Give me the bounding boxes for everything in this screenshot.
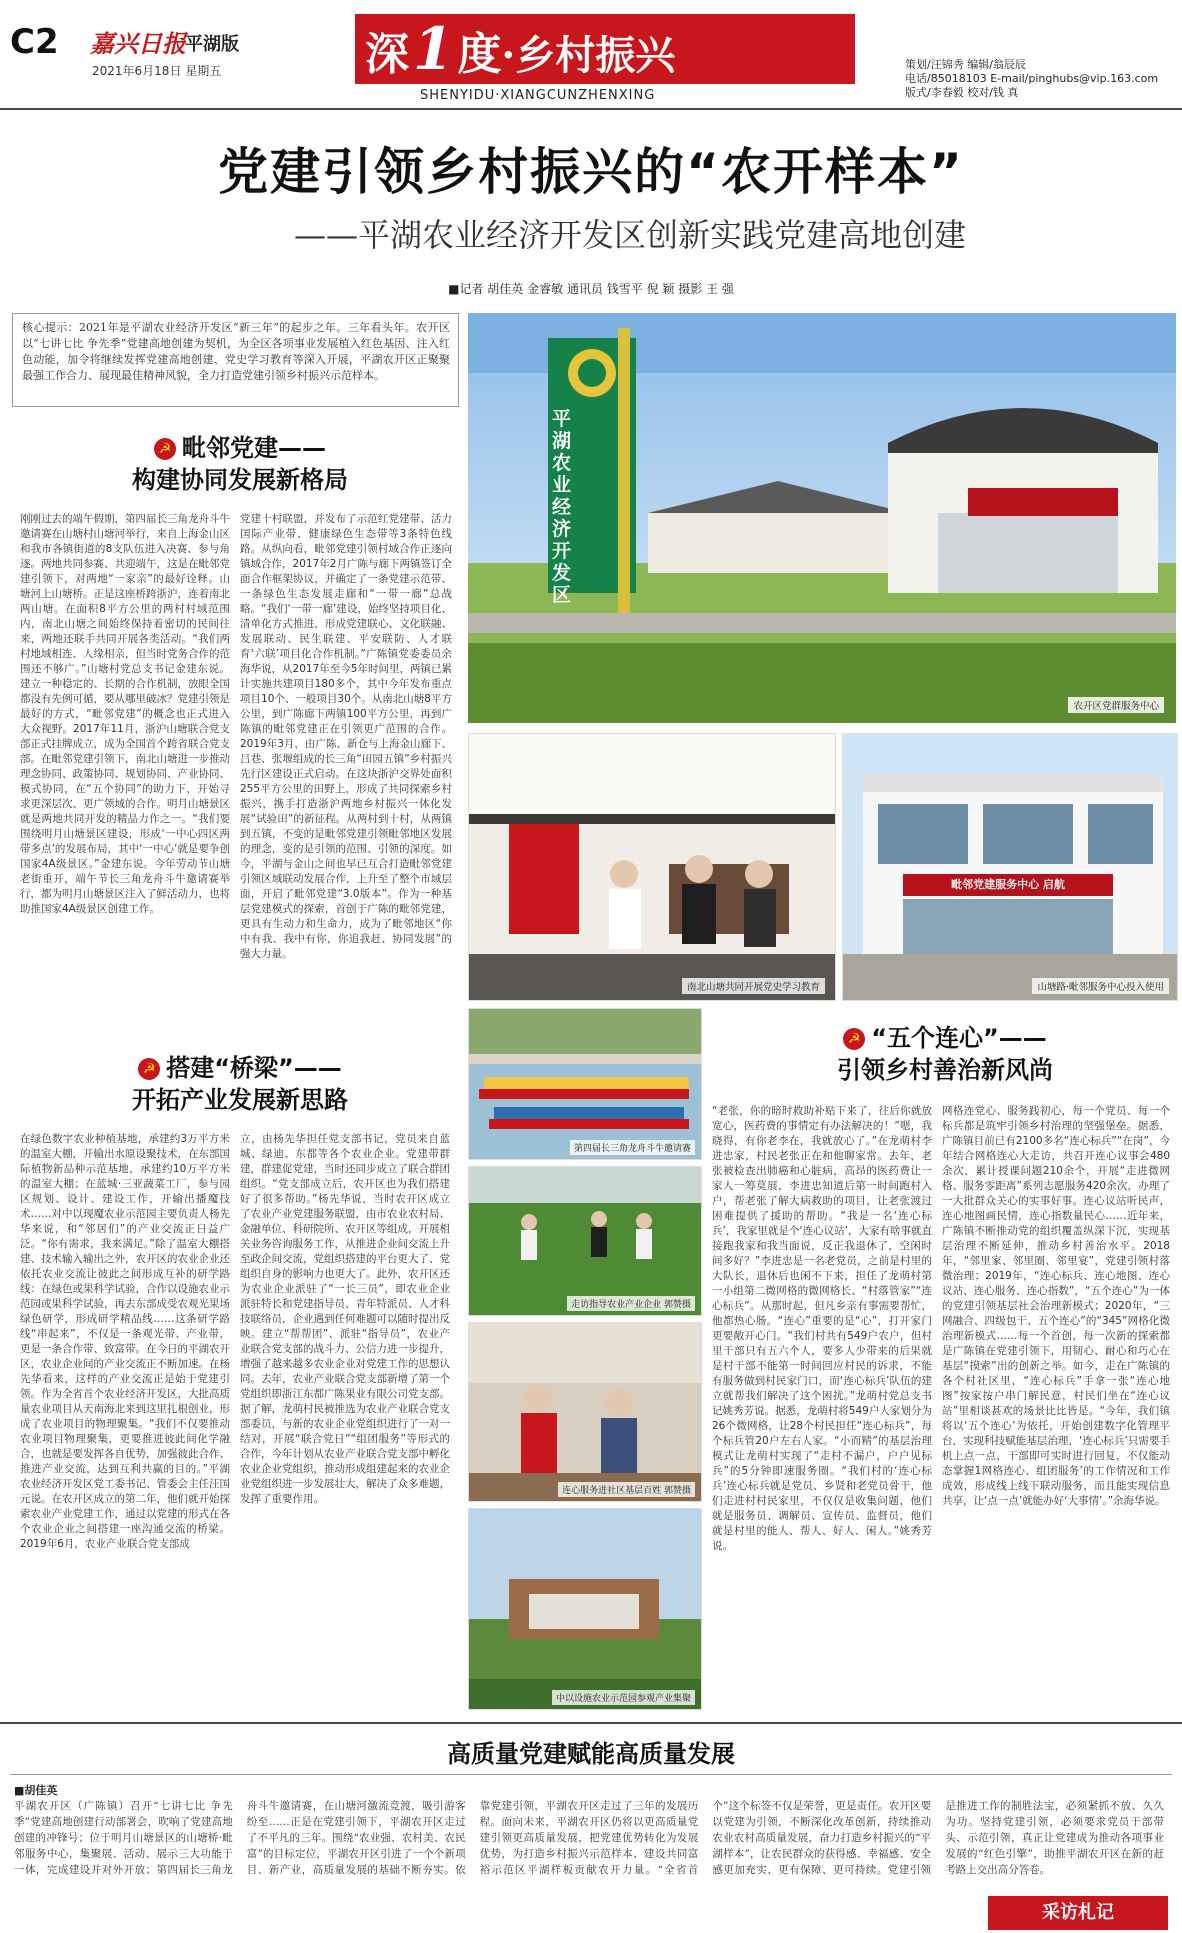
section1-col1: 刚刚过去的端午假期，第四届长三角龙舟斗牛邀请赛在山塘村山塘河举行，来自上海金山区和我市各镇街道的8支队伍进入决赛、参与角逐。两地共同参赛、共迎端午，这是在毗邻党建引领下，对两地“一家亲”的最好诠释。山塘河上山塘桥。正是这座桥跨浙沪，连着南北两山塘。在面积8平方公里的两村村域范围内，南北山塘之间始终保持着密切的民间往来，两地还联手共同开展各类活动。“我们两村地域相连、人缘相亲，但当时党务合作的范围还不够广。”山塘村党总支书记金建东说。建立一种稳定的、长期的合作机制，放眼全国都没有先例可循，要从哪里破冰？党建引领是最好的方式，“毗邻党建”的概念也正式进入大众视野。2017年11月，浙沪山塘联合党支部正式挂牌成立，成为全国首个跨省联合党支部。在毗邻党建引领下，南北山塘进一步推动理念协同、政策协同、规划协同、产业协同、模式协同，在“五个协同”的助力下，开始寻求更深层次、更广领域的合作。明月山塘景区就是两地共同开发的精品力作之一。“我们要围绕明月山塘景区建设，形成‘一中心四区两带多点’的发展布局，其中‘一中心’就是要争创国家4A级景区。”金建东说。今年劳动节山塘老街重开，端午节长三角龙舟斗牛邀请赛举行，都为明月山塘景区注入了鲜活动力，也将助推国家4A级景区创建工作。	[20, 513, 230, 915]
section1-title-line2: 构建协同发展新格局	[132, 466, 348, 494]
section2-col1: 在绿色数字农业种植基地，承建约3万平方米的温室大棚，开输出水原设聚技术，在东部国际植物新品种示范基地，承建约10万平方米的温室大棚；在蓝城·三亚蔬菜工厂，参与园区规划、设计、建设工作，开输出播魔技术……对中以现魔农业示范园主要负责人杨先华来说，和“邻居们”的产业交流正日益广泛。“你有需求，我来满足。”除了温室大棚搭建、技术输入输出之外，农开区的农业企业还依托农业交流让彼此之间形成互补的研学路线：在绿色或果科学试验，合作以设施农业示范园或果科学试验，再去东部成受农观光果场绿色研学，形成研学精品线……这条研学路线“串起来”，不仅是一条观光带、产业带，更是一条合作带、致富带。在今日的平湖农开区，农业企业间的产业交流正不断加速。在杨先华看来，这样的产业交流正是始于党建引领。作为全省首个农业经济开发区，大批高质量农业项目从天南海北来到这里扎根创业，形成了农业项目的物理聚集。“我们不仅要推动农业项目物理聚集，更要推进彼此间化学融合，也就是要发挥各自优势，加强彼此合作、推进产业交流，达到互利共赢的目的。”平湖农业经济开发区党工委书记、管委会主任汪国元说。在农开区成立的第二年，他们就开始探索农业产业党建工作，通过以党建的形式在各个农业企业之间搭建一座沟通交流的桥梁。2019年6月，农业产业联合党支部成	[20, 1133, 230, 1550]
credits-line-2: 电话/85018103 E-mail/pinghubs@vip.163.com	[905, 72, 1159, 85]
caption-photo1: 农开区党群服务中心	[1068, 697, 1164, 713]
interview-notes-tag: 采访札记	[988, 1896, 1168, 1930]
section1-col2: 党建十村联盟，并发布了示范红党建带、活力国际产业带、健康绿色生态带等3条特色线路。从纵向看，毗邻党建引领村域合作正逐向镇域合作，2017年2月广陈与廊下两镇签订全面合作框架协议，并确定了一条党建示范带、一条绿色生态发展走廊和“一带一廊”总战略。“我们‘一带一廊’建设，始终坚持项目化、清单化方式推进，形成党建联心、文化联融、发展联动、民生联建、平安联防、人才联育‘六联’项目化合作机制。”广陈镇党委委员余海华说，从2017年至今5年时间里，两镇已累计实施共建项目180多个，其中今年发布重点项目10个、一般项目30个。从南北山塘8平方公里，到广陈廊下两镇100平方公里，再到广陈镇的毗邻党建正在引领更广范围的合作。2019年3月，由广陈、新仓与上海金山廊下、吕巷、张堰组成的长三角“田园五镇”乡村振兴先行区建设正式启动。在这块浙沪交界处面积255平方公里的田野上，形成了共同探索乡村振兴，携手打造浙沪两地乡村振兴一体化发展“试验田”的新征程。从两村到十村，从两镇到五镇，不变的是毗邻党建引领毗邻地区发展的理念，变的是引领的范围、引领的深度。如今，平湖与金山之间也早已互合打造毗邻党建引领区域联动发展合作，上升至了整个市域层面，开启了毗邻党建“3.0版本”。作为一种基层党建模式的探索，首创于广陈的毗邻党建，更具有生动力和生命力，成为了毗邻地区“你中有我、我中有你，你追我赶、协同发展”的强大力量。	[240, 513, 452, 960]
bottom-divider	[0, 1722, 1182, 1724]
section-banner-text	[365, 14, 675, 84]
caption-photo2: 南北山塘共同开展党史学习教育	[682, 978, 825, 994]
summary-text: 核心提示：2021年是平湖农业经济开发区“新三年”的起步之年。三年看头年。农开区以“七讲七比 争先季”党建高地创建为契机，为全区各项事业发展植入红色基因、注入红色动能，加令将继续发挥党建高地创建、党史学习教育等深入开展，平湖农开区正聚聚最强工作合力、展现最佳精神风貌，全力打造党建引领乡村振兴示范样本。	[22, 321, 450, 382]
credits-line-1: 策划/汪锦秀 编辑/翁辰辰	[905, 58, 1026, 71]
section2-title-line2: 开拓产业发展新思路	[132, 1086, 348, 1114]
section1-heading	[40, 432, 440, 496]
photo-farm-visit-image	[469, 1167, 701, 1315]
masthead-divider	[0, 108, 1182, 110]
bottom-title: 高质量党建赋能高质量发展	[447, 1740, 735, 1768]
photo-industrial-park-image	[469, 1509, 701, 1709]
tower-sign-text: 平湖农业经济开发区	[552, 408, 572, 606]
photo-service-building-image	[843, 734, 1177, 1000]
photo-farm-visit	[468, 1166, 702, 1316]
caption-photo5: 走访指导农业产业企业 郭赞摄	[567, 1296, 695, 1311]
section2-title-line1: 搭建“桥梁”——	[166, 1054, 342, 1082]
building-banner-text: 毗邻党建服务中心 启航	[951, 878, 1065, 891]
bottom-byline: ■胡佳英	[14, 1784, 58, 1797]
section-title-d: ·乡村振兴	[501, 32, 676, 79]
issue-date: 2021年6月18日 星期五	[92, 64, 222, 78]
section1-title-line1: 毗邻党建——	[182, 434, 326, 462]
section3-title-line1: “五个连心”——	[871, 1024, 1047, 1052]
bottom-title-underline	[10, 1774, 1172, 1775]
credits	[905, 58, 1158, 100]
section-pinyin: SHENYIDU·XIANGCUNZHENXING	[420, 88, 656, 103]
caption-photo6: 连心服务进社区基层百姓 郭赞摄	[558, 1482, 695, 1497]
section3-title-line2: 引领乡村善治新风尚	[837, 1056, 1053, 1084]
photo-service-center	[468, 313, 1176, 723]
masthead	[0, 0, 1182, 110]
edition-label: 平湖版	[185, 34, 239, 55]
photo-dragon-boat-image	[469, 1009, 701, 1159]
photo-dragon-boat	[468, 1008, 702, 1160]
photo-community-service-image	[469, 1323, 701, 1501]
section-title-c: 度	[457, 29, 502, 80]
headline-subtitle: ——平湖农业经济开发区创新实践党建高地创建	[293, 216, 966, 254]
section-title-a: 深	[365, 29, 409, 80]
caption-photo7: 中以设施农业示范园参观产业集聚	[552, 1690, 695, 1705]
section3-col2: 网格连党心、服务践初心，每一个党员、每一个标兵都是筑牢引领乡村治理的坚强堡垒。据悉，广陈镇目前已有2100多名“连心标兵”“在岗”，今年结合网格连心大走访，共召开连心议事会480余次，累计授课问题210余个，开展“走进微网格、服务零距离”系列志愿服务420余次，办理了一大批群众关心的实事好事。连心议站听民声，连心地图画民情，连心指数量民心……近年来，广陈镇不断推动党的组织覆盖纵深下沉，实现基层治理不断延伸，推动乡村善治水平。2018年，“邻里家、邻里圈、邻里宴”，党建引领村落微治理；2019年，“连心标兵、连心地图、连心议站、连心服务、连心指数”，“五个连心”为一体的党建引领基层社会治理新模式；2020年，“三网融合、四级包干、五个连心”的“345”网格化微治理新模式……每一个首创，每一次新的探索都是广陈镇在党建引领下，用韧心、耐心和巧心在基层“摸索”出的创新之举。如今，走在广陈镇的各个村社区里，“连心标兵”手拿一张“连心地图”按家按户串门解民意，村民们坐在“连心议站”里相谈甚欢的场景比比皆是。“今年，我们镇将以‘五个连心’为依托，开始创建数字化管理平台，实现科技赋能基层治理，‘连心标兵’只需要手机上点一点，干部即可实时进行回复，不仅能动态掌握1网格连心、组团服务’的工作情况和工作成效，形成线上线下联动服务，而且能实现信息共享，让‘点一点’就能办好‘大事情’。”余海华说。	[942, 1105, 1170, 1507]
credits-line-3: 版式/李春毅 校对/钱 真	[905, 86, 1019, 99]
paper-name: 嘉兴日报	[90, 29, 186, 58]
section3-col1: “老张，你的暗时救助补贴下来了，往后你就放宽心，医药费的事情定有办法解决的！”嗯，我晓得，有你老李在，我就放心了。”在龙萌村李进忠家，村民老张正在和他聊家常。去年，老张被检查出肺癌和心脏病，高昂的医药费让一家人一筹莫展，李进忠知道后第一时间跑村入户，帮老张了解大病救助的项目，让老张渡过困难提供了援助的帮助。“我是一名‘连心标兵’，我家里就是个‘连心议站’，大家有啥事就直接跑我家和我当面说，反正我退休了，空闲时间多好？”李进忠是一名老党员，之前是村里的大队长，退休后也闲不下来，担任了龙萌村第一小组第二微网格的微网格长、“村落管家”“连心标兵”。从那时起，但凡乡亲有事需要帮忙，他都热心肠。“连心”重要的是“心”，打开家门更要敞开心门。“我们村共有549户农户，但村里干部只有五六个人，要多人少带来的后果就是村干部不能第一时间回应村民的诉求，不能有服务做到村民家门口，而‘连心标兵’队伍的建立就帮我们解决了这个困扰。”龙萌村党总支书记姚秀芳说。据悉，龙萌村将549户人家划分为26个微网格，让28个村民担任“连心标兵”，每个标兵管20户左右人家。“小而精”的基层治理模式让龙萌村实现了“走村不漏户，户户见标兵”的5分钟即速服务圈。“我们村的‘连心标兵’连心标兵就是党员、乡贤和老党员骨干，他们走进村村民家里，不仅仅是收集问题，他们就是服务员、调解员、宣传员、监督员，他们就是村里的能人、帮人、好人、闲人。”姚秀芳说。	[712, 1105, 932, 1552]
bottom-text: 平湖农开区（广陈镇）召开“七讲七比 争先季”党建高地创建行动部署会，吹响了党建高地创建的冲锋号；位于明月山塘景区的山塘桥·毗邻服务中心，集聚展、活动、展示三大功能于一体，完成建设并对外开放；第四届长三角龙舟斗牛邀请赛，在山塘河激流竞渡，吸引游客纷至……正是在党建引领下，平湖农开区走过了不平凡的三年。围绕“农业强、农村美、农民富”的目标定位，平湖农开区引进了一个个新项目、新产业，高质量发展的基础不断夯实。依靠党建引领，平湖农开区走过了三年的发展历程。面向未来，平湖农开区仍将以更高质量党建引领更高质量发展，把党建优势转化为发展优势，为打造乡村振兴示范样本、建设共同富裕示范区平湖样板贡献农开力量。“全省首个”这个标签不仅是荣誉，更是责任。农开区要以党建为引领，不断深化改革创新，持续推动农业农村高质量发展，奋力打造乡村振兴的“平湖样本”，让农民群众的获得感、幸福感、安全感更加充实、更有保障、更可持续。党建引领是推进工作的制胜法宝，必须紧抓不放、久久为功。坚持党建引领，必须要求党员干部带头、示范引领，真正让党建成为推动各项事业发展的“红色引擎”，助推平湖农开区在新的赶考路上交出高分答卷。	[14, 1800, 1164, 1876]
photo-service-building	[842, 733, 1178, 1001]
headline-title: 党建引领乡村振兴的“农开样本”	[218, 143, 964, 201]
photo-community-service	[468, 1322, 702, 1502]
party-emblem-icon: ☭	[154, 438, 176, 460]
caption-photo4: 第四届长三角龙舟斗牛邀请赛	[570, 1140, 695, 1155]
photo-study-session	[468, 733, 836, 1001]
section2-heading	[40, 1052, 440, 1116]
photo-industrial-park	[468, 1508, 702, 1710]
section2-col2: 立，由杨先华担任党支部书记，党员来自蓝城、绿迪、东都等各个农业企业。党建带群建，群建促党建，当时还同步成立了联合群团组织。“党支部成立后，农开区也为我们搭建好了很多帮助。”杨先华说，当时农开区成立了农业产业党建服务联盟，由市农业农村局、金融单位、科研院所、农开区等组成，开展相关业务咨询服务工作，从推进企业间交流上升至政企间交流，党组织搭建的平台更大了、党组织自身的影响力也更大了。此外，农开区还为农业企业派驻了“一长三员”，即农业企业派驻特长和党建指导员、青年特派员、人才科技联络员，企业遇到任何难题可以随时提出反映。建立“帮帮团”、派驻“指导员”，农业产业联合党支部的战斗力、公信力进一步提升，增强了越来越多农业企业对党建工作的思想认同。去年，农业产业联合党支部新增了第一个党组织即浙江东都广陈果业有限公司党支部。据了解，龙萌村民被推选为农业产业联合党支部委员，与新的农业企业党组织进行了一对一结对，开展“联合党日”“组团服务”等形式的合作，今年计划从农业产业联合党支部中孵化农业企业党组织，推动形成组建起来的农业企业党组织进一步发展壮大，解决了众多难题，发挥了重要作用。	[240, 1133, 450, 1505]
section-title-b: 1	[413, 15, 454, 83]
headline-byline: ■记者 胡佳英 金睿敏 通讯员 钱雪平 倪 颖 摄影 王 强	[448, 282, 734, 296]
party-emblem-icon: ☭	[843, 1028, 865, 1050]
caption-photo3: 山塘路·毗邻服务中心投入使用	[1032, 978, 1169, 994]
page-number: C2	[10, 22, 59, 62]
section3-heading	[715, 1022, 1175, 1086]
photo-study-session-image	[469, 734, 835, 1000]
party-emblem-icon: ☭	[138, 1058, 160, 1080]
